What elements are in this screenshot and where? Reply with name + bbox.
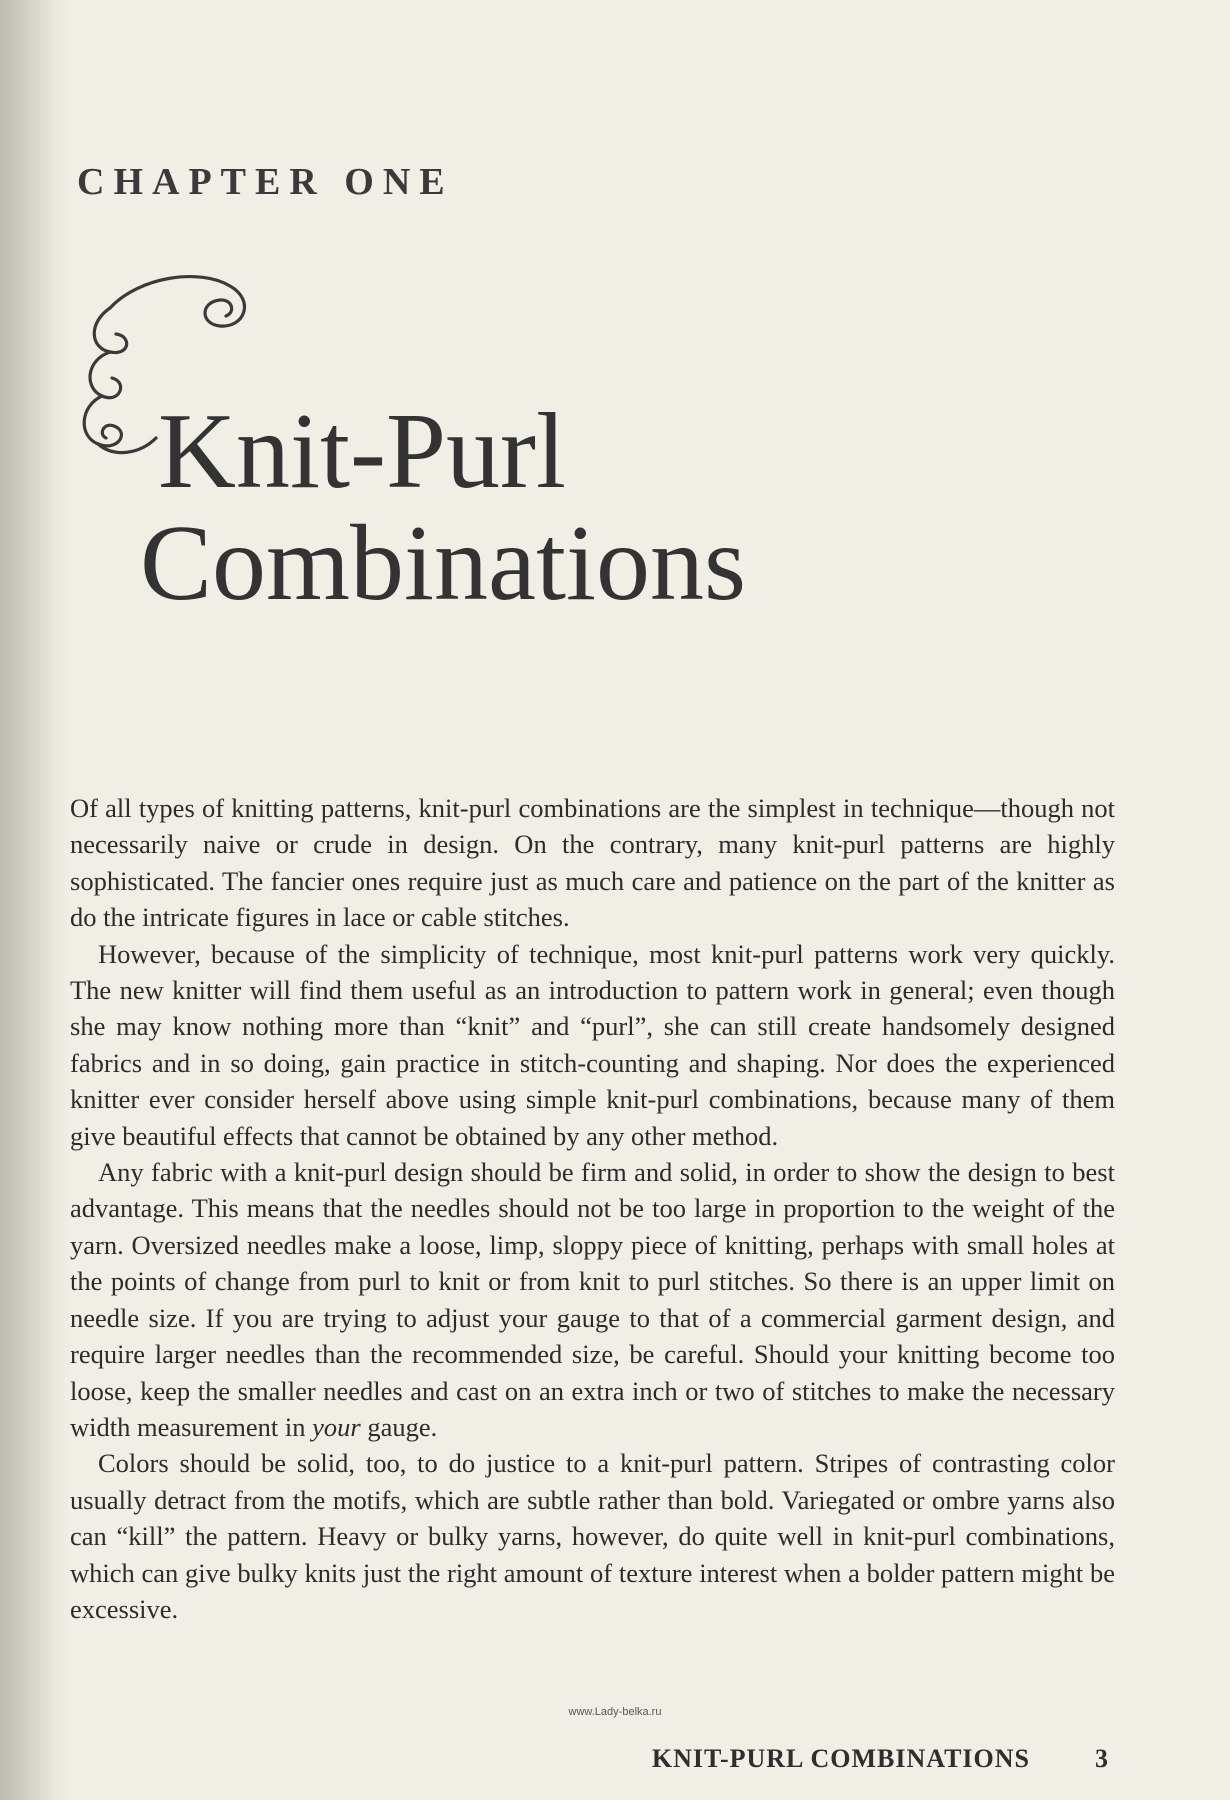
page-number: 3 xyxy=(1095,1744,1108,1773)
chapter-title-line-2: Combinations xyxy=(140,504,747,623)
chapter-label: CHAPTER ONE xyxy=(77,161,454,203)
watermark-url: www.Lady-belka.ru xyxy=(568,1706,662,1718)
chapter-title-line-1: Knit-Purl xyxy=(158,392,567,511)
running-footer-title: KNIT-PURL COMBINATIONS xyxy=(651,1744,1030,1773)
paragraph-3-emphasis: your xyxy=(312,1411,361,1442)
body-text xyxy=(70,790,1115,1627)
paragraph-3-text: Any fabric with a knit-purl design should be firm and solid, in order to show the design to best advantage. This means that the needles should not be too large in proportion to the weight of the yarn. Oversized needles make a loose, limp, sloppy piece of knitting, perhaps with small holes at the points of change from purl to knit or from knit to purl stitches. So there is an upper limit on needle size. If you are trying to adjust your gauge to that of a commercial garment design, and require larger needles than the recommended size, be careful. Should your knitting become too loose, keep the smaller needles and cast on an extra inch or two of stitches to make the necessary width measurement in xyxy=(70,1157,1115,1442)
paragraph-4: Colors should be solid, too, to do justice to a knit-purl pattern. Stripes of contrasting color usually detract from the motifs, which are subtle rather than bold. Variegated or ombre yarns also can “kill” the pattern. Heavy or bulky yarns, however, do quite well in knit-purl combinations, which can give bulky knits just the right amount of texture interest when a bolder pattern might be excessive. xyxy=(70,1448,1115,1624)
paragraph-3-end: gauge. xyxy=(360,1411,438,1442)
paragraph-3 xyxy=(70,1154,1115,1445)
paragraph-2: However, because of the simplicity of technique, most knit-purl patterns work very quickly. The new knitter will find them useful as an introduction to pattern work in general; even though she may know nothing more than “knit” and “purl”, she can still create handsomely designed fabrics and in so doing, gain practice in stitch-counting and shaping. Nor does the experienced knitter ever consider herself above using simple knit-purl combinations, because many of them give beautiful effects that cannot be obtained by any other method. xyxy=(70,938,1115,1151)
paragraph-1: Of all types of knitting patterns, knit-purl combinations are the simplest in technique—though not necessarily naive or crude in design. On the contrary, many knit-purl patterns are highly sophisticated. The fancier ones require just as much care and patience on the part of the knitter as do the intricate figures in lace or cable stitches. xyxy=(70,793,1115,933)
page-gutter-shadow xyxy=(0,0,70,1800)
